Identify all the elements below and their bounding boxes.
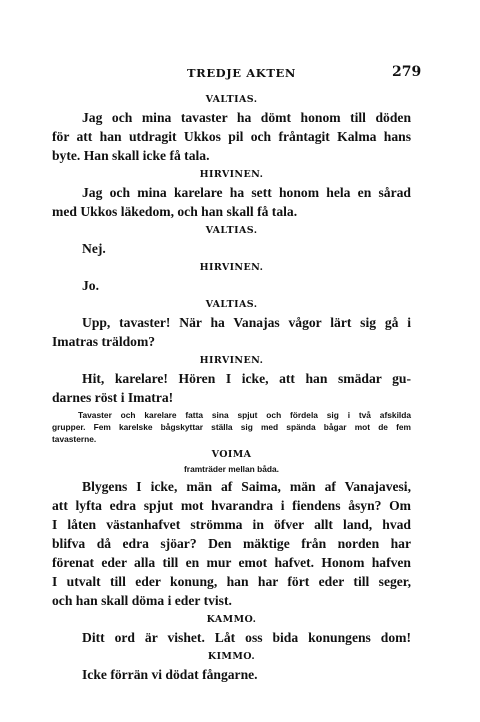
stage-direction-line: framträder mellan båda. xyxy=(184,464,279,474)
dialogue-line: Jag och mina tavaster ha dömt honom till döden xyxy=(82,110,411,125)
dialogue-line: I utvalt till eder konung, han har fört eder till seger, xyxy=(52,574,411,589)
speaker-name: HIRVINEN. xyxy=(199,169,264,180)
stage-direction-line: grupper. Fem karelske bågskyttar ställa sig med spända bågar mot de fem xyxy=(52,422,411,432)
dialogue-line: Jo. xyxy=(82,278,99,293)
dialogue-line: Imatras träldom? xyxy=(52,334,156,349)
running-header xyxy=(0,66,480,82)
dialogue-line: Jag och mina karelare ha sett honom hela en sårad xyxy=(82,185,411,200)
speaker-name: HIRVINEN. xyxy=(199,355,264,366)
dialogue-line: blifva då edra sjöar? Den mäktige från norden har xyxy=(52,536,411,551)
speaker-name: VALTIAS. xyxy=(205,225,258,236)
speaker-name: HIRVINEN. xyxy=(199,262,264,273)
speaker-name: VALTIAS. xyxy=(205,299,258,310)
dialogue-line: byte. Han skall icke få tala. xyxy=(52,148,210,163)
speaker-name: VOIMA xyxy=(211,449,252,460)
dialogue-line: att lyfta edra spjut mot hvarandra i fiendens åsyn? Om xyxy=(52,498,411,513)
dialogue-line: Nej. xyxy=(82,241,106,256)
speaker-name: VALTIAS. xyxy=(205,94,258,105)
dialogue-line: Blygens I icke, män af Saima, män af Vanajavesi, xyxy=(82,479,411,494)
dialogue-line: för att han utdragit Ukkos pil och fråntagit Kalma hans xyxy=(52,129,411,144)
dialogue-line: förenat eder alla till en mur emot hafvet. Honom hafven xyxy=(52,555,411,570)
stage-direction-line: Tavaster och karelare fatta sina spjut och fördela sig i två afskilda xyxy=(78,410,411,420)
page-number: 279 xyxy=(392,64,422,80)
dialogue-line: I låten västanhafvet strömma in öfver allt land, hvad xyxy=(52,517,411,532)
dialogue-line: och han skall döma i eder tvist. xyxy=(52,593,232,608)
speaker-name: KIMMO. xyxy=(207,651,256,662)
speaker-name: KAMMO. xyxy=(206,614,257,625)
dialogue-line: Ditt ord är vishet. Låt oss bida konungens dom! xyxy=(82,630,411,645)
dialogue-line: Hit, karelare! Hören I icke, att han smädar gu- xyxy=(82,371,411,386)
dialogue-line: med Ukkos läkedom, och han skall få tala. xyxy=(52,204,298,219)
stage-direction-line: tavasterne. xyxy=(52,434,97,444)
dialogue-line: Icke förrän vi dödat fångarne. xyxy=(82,667,258,682)
text-body xyxy=(52,90,411,684)
dialogue-line: Upp, tavaster! När ha Vanajas vågor lärt sig gå i xyxy=(82,315,411,330)
act-title: TREDJE AKTEN xyxy=(187,66,297,80)
dialogue-line: darnes röst i Imatra! xyxy=(52,390,174,405)
